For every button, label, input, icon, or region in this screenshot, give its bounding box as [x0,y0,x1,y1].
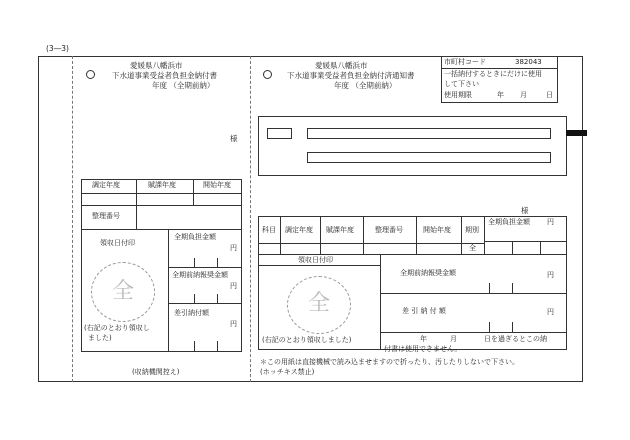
address-slot-1 [307,128,551,139]
right-sashihiki-label: 差 引 納 付 額 [402,307,446,315]
right-header-yen: 円 [547,218,554,226]
right-ryoshu-label: 領収日付印 [298,256,333,264]
postal-slot [267,128,292,139]
right-city: 愛媛県八幡浜市 [315,61,368,70]
left-yen-2: 円 [230,282,237,290]
right-note: (右記のとおり領収しました) [262,336,352,344]
period-label: 使用期限 [444,91,472,99]
right-zen: 全 [469,244,476,252]
deadline-year: 年 [420,335,427,343]
left-note-1: (右記のとおり領収し [84,324,150,332]
city-code-value: 382043 [515,58,542,66]
right-header-kamoku: 科目 [262,226,276,234]
perforation-left [72,56,73,382]
left-yen-3: 円 [230,320,237,328]
left-city: 愛媛県八幡浜市 [130,61,183,70]
right-header-zenki-futan: 全期負担金額 [488,218,530,226]
left-ryoshu-label: 領収日付印 [100,239,135,247]
left-seiri-label: 整理番号 [92,212,120,220]
period-month: 月 [520,91,527,99]
right-header-kibetsu: 期別 [465,226,479,234]
left-shoureikin-label: 全期前納報奨金額 [172,271,228,279]
page-number: (3―3) [46,44,69,53]
footnote-2: (ホッチキス禁止) [260,368,315,376]
right-yen-1: 円 [547,271,554,279]
right-shoureikin-label: 全期前納報奨金額 [400,269,456,277]
left-note-2: ました) [88,334,112,342]
punch-circle-left [86,70,95,79]
left-sama: 様 [230,134,238,143]
right-header-seiri: 整理番号 [375,226,403,234]
registration-mark [566,130,587,136]
left-title: 下水道事業受益者負担金納付書 [112,71,217,80]
left-sashihiki-label: 差引納付額 [174,309,209,317]
footnote-1: ＊この用紙は直接機械で読み込ませますので折ったり、汚したりしないで下さい。 [260,358,519,366]
right-stamp-char: 全 [308,291,331,316]
city-code-label: 市町村コード [444,58,486,66]
address-slot-2 [307,152,551,163]
right-subtitle: 年度 （全期前納） [334,81,397,90]
left-stamp-char: 全 [112,279,135,304]
deadline-text: 日を過ぎるとこの納 [484,335,547,343]
right-title: 下水道事業受益者負担金納付済通知書 [287,71,415,80]
right-header-kaishi: 開始年度 [423,226,451,234]
punch-circle-right [263,70,272,79]
deadline-month: 月 [450,335,457,343]
period-year: 年 [497,91,504,99]
address-window [258,116,567,176]
right-sama: 様 [521,206,529,215]
period-day: 日 [546,91,553,99]
left-yen-1: 円 [230,244,237,252]
deadline-text-2: 付書は使用できません。 [384,345,462,353]
notice-line-1: 一括納付するときにだけに使用 [444,70,542,78]
right-header-chotei: 調定年度 [285,226,313,234]
perforation-center [250,56,251,382]
left-header-kaishi: 開始年度 [203,181,231,189]
notice-line-2: して下さい [444,80,479,88]
left-header-chotei: 調定年度 [92,181,120,189]
right-yen-2: 円 [547,308,554,316]
left-subtitle: 年度 （全期前納） [152,81,215,90]
left-header-fuka: 賦課年度 [148,181,176,189]
left-zenki-futan-label: 全期負担金額 [174,233,216,241]
left-footer: (収納機関控え) [132,368,180,376]
right-header-fuka: 賦課年度 [326,226,354,234]
